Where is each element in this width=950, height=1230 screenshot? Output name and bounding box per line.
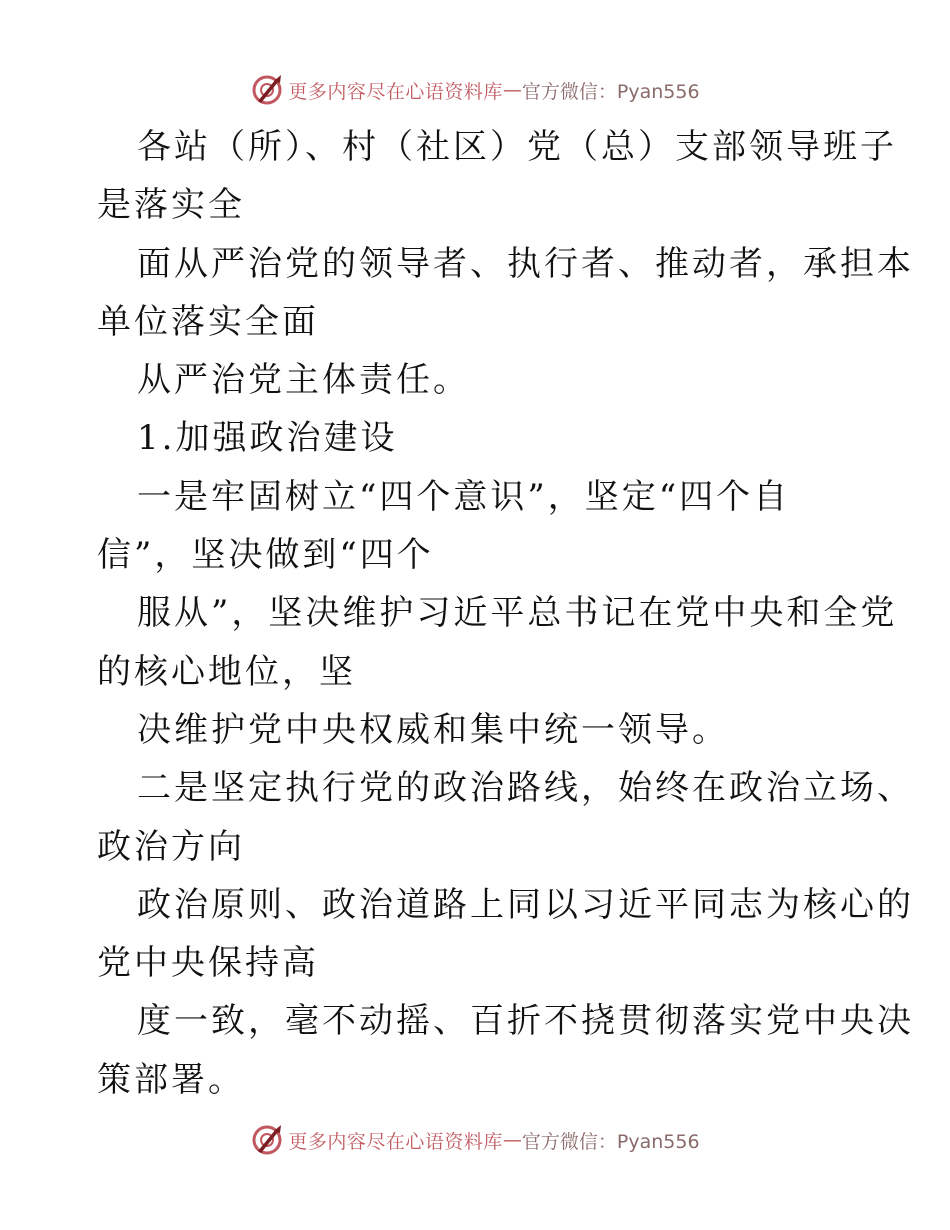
watermark-separator: — bbox=[502, 1129, 522, 1151]
text-line: 面从严治党的领导者、执行者、推动者，承担本 bbox=[137, 243, 914, 284]
text-line: 策部署。 bbox=[97, 1059, 245, 1100]
watermark-main-text: 更多内容尽在心语资料库 bbox=[288, 1130, 503, 1153]
text-line: 政治原则、政治道路上同以习近平同志为核心的 bbox=[137, 884, 914, 925]
footer-watermark bbox=[0, 1120, 950, 1160]
text-line: 党中央保持高 bbox=[97, 943, 319, 984]
watermark-main-text: 更多内容尽在心语资料库 bbox=[288, 80, 503, 103]
text-line: 服从”，坚决维护习近平总书记在党中央和全党 bbox=[137, 593, 898, 634]
text-line: 单位落实全面 bbox=[97, 301, 319, 342]
quill-logo-icon bbox=[250, 73, 284, 107]
text-line: 二是坚定执行党的政治路线，始终在政治立场、 bbox=[137, 768, 914, 809]
text-line: 一是牢固树立“四个意识”，坚定“四个自 bbox=[137, 476, 791, 517]
quill-logo-icon bbox=[250, 1123, 284, 1157]
text-line: 的核心地位，坚 bbox=[97, 651, 356, 692]
text-line: 各站（所）、村（社区）党（总）支部领导班子 bbox=[137, 127, 897, 167]
text-line: 政治方向 bbox=[97, 826, 245, 867]
document-body bbox=[97, 118, 914, 1109]
text-line: 是落实全 bbox=[97, 185, 245, 226]
text-line: 信”，坚决做到“四个 bbox=[97, 535, 434, 576]
text-line: 度一致，毫不动摇、百折不挠贯彻落实党中央决 bbox=[137, 1001, 914, 1042]
header-watermark bbox=[0, 70, 950, 110]
text-line: 决维护党中央权威和集中统一领导。 bbox=[137, 709, 729, 750]
watermark-separator: — bbox=[502, 79, 522, 101]
watermark-wechat-text: 官方微信：Pyan556 bbox=[521, 1130, 700, 1153]
text-line: 从严治党主体责任。 bbox=[137, 360, 470, 401]
watermark-wechat-text: 官方微信：Pyan556 bbox=[521, 80, 700, 103]
section-heading: 1.加强政治建设 bbox=[137, 418, 398, 459]
